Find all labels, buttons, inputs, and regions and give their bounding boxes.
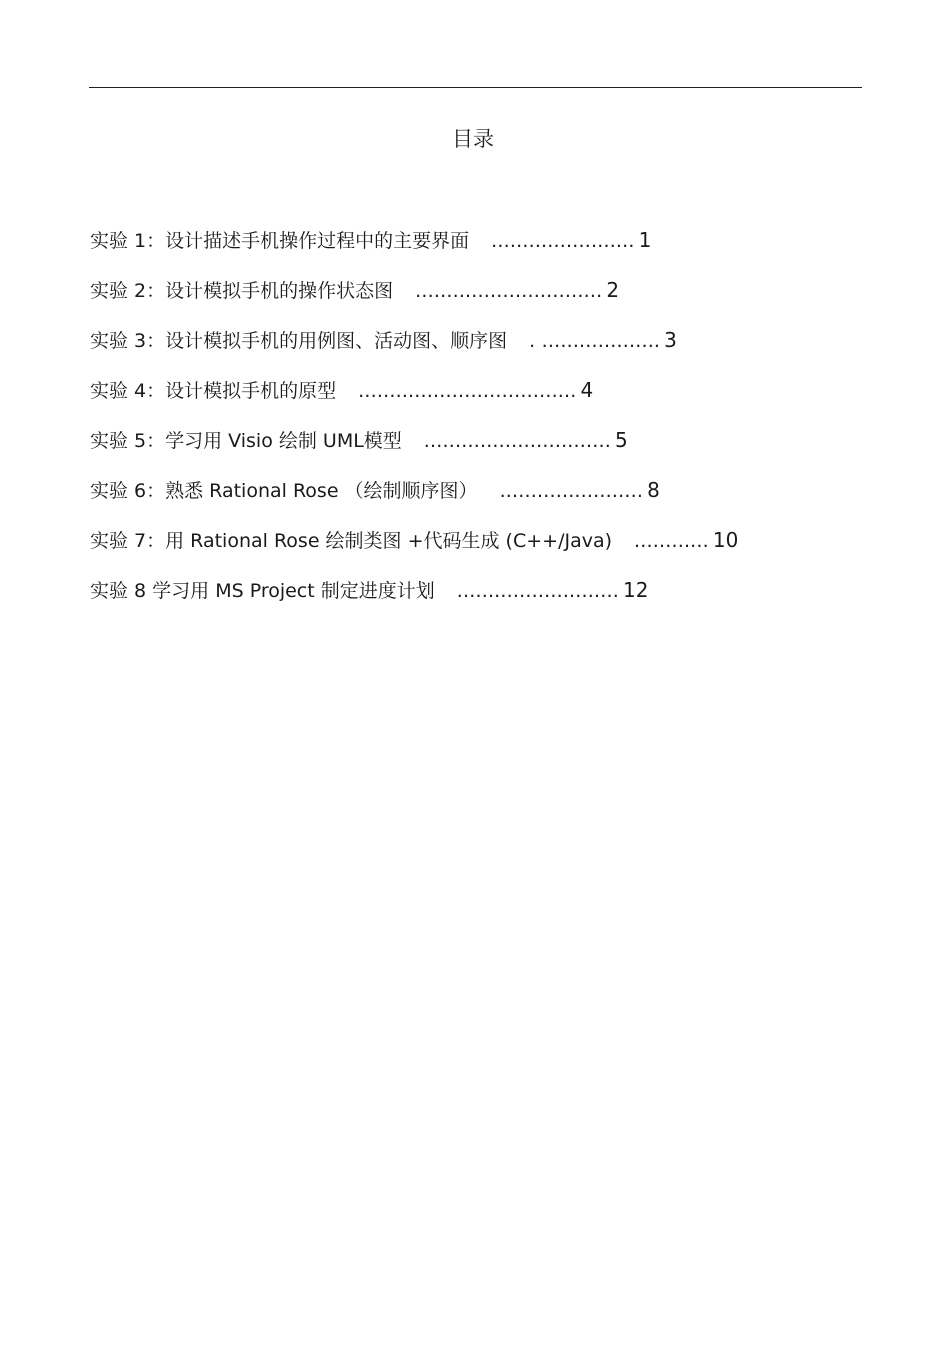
toc-list xyxy=(90,226,738,626)
toc-entry-page: 3 xyxy=(664,328,677,352)
toc-entry-text: 实验 6：熟悉 Rational Rose （绘制顺序图） xyxy=(90,480,478,502)
header-rule xyxy=(89,87,862,88)
toc-entry-text: 实验 3：设计模拟手机的用例图、活动图、顺序图 xyxy=(90,330,508,352)
toc-entry-leader: . ................... xyxy=(529,330,661,352)
toc-entry-leader: .............................. xyxy=(415,280,603,302)
toc-entry-page: 5 xyxy=(614,428,628,452)
toc-entry-leader: ............ xyxy=(634,530,709,552)
toc-entry-6[interactable] xyxy=(90,476,738,526)
toc-entry-page: 10 xyxy=(712,528,739,552)
toc-entry-2[interactable] xyxy=(90,276,738,326)
toc-entry-text: 实验 4：设计模拟手机的原型 xyxy=(90,380,337,402)
toc-entry-leader: .......................... xyxy=(456,580,619,602)
toc-entry-text: 实验 2：设计模拟手机的操作状态图 xyxy=(90,280,394,302)
toc-entry-page: 12 xyxy=(622,578,649,602)
toc-entry-7[interactable] xyxy=(90,526,738,576)
toc-entry-text: 实验 8 学习用 MS Project 制定进度计划 xyxy=(90,580,435,602)
toc-entry-leader: ................................... xyxy=(358,380,577,402)
toc-title: 目录 xyxy=(452,127,494,151)
toc-entry-page: 2 xyxy=(606,278,620,302)
toc-entry-page: 4 xyxy=(580,378,594,402)
toc-entry-1[interactable] xyxy=(90,226,738,276)
toc-entry-5[interactable] xyxy=(90,426,738,476)
toc-entry-8[interactable] xyxy=(90,576,738,626)
toc-entry-text: 实验 7：用 Rational Rose 绘制类图 +代码生成 (C++/Java) xyxy=(90,530,613,552)
toc-entry-text: 实验 5：学习用 Visio 绘制 UML模型 xyxy=(90,430,402,452)
toc-entry-leader: ....................... xyxy=(491,230,635,252)
toc-entry-text: 实验 1：设计描述手机操作过程中的主要界面 xyxy=(90,230,470,252)
toc-entry-page: 1 xyxy=(638,228,652,252)
toc-entry-leader: .............................. xyxy=(423,430,611,452)
toc-entry-3[interactable] xyxy=(90,326,738,376)
toc-entry-leader: ....................... xyxy=(499,480,644,502)
toc-entry-4[interactable] xyxy=(90,376,738,426)
toc-entry-page: 8 xyxy=(647,478,660,502)
